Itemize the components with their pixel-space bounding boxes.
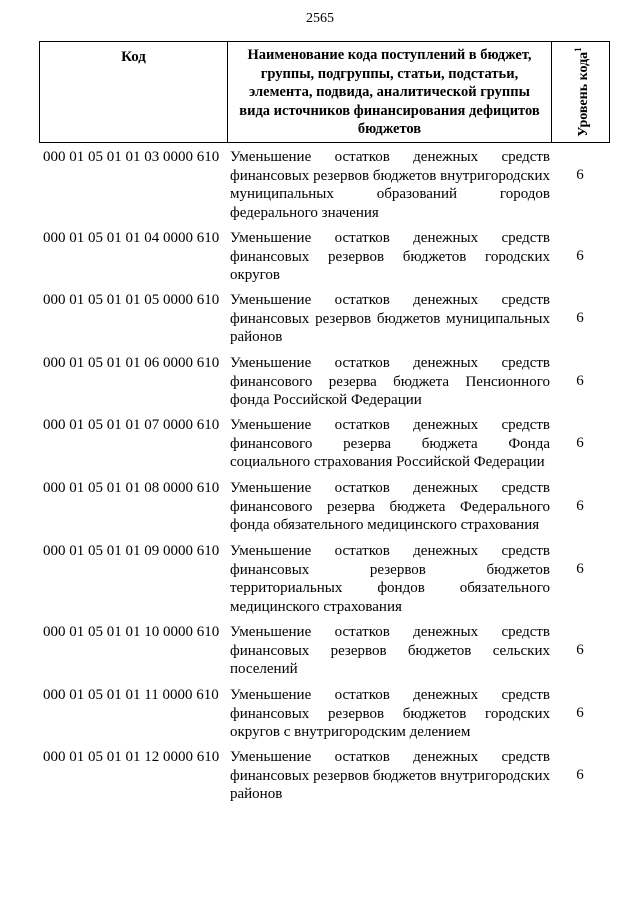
row-level: 6 bbox=[576, 642, 584, 658]
header-level bbox=[570, 47, 592, 136]
row-code: 000 01 05 01 01 09 0000 610 bbox=[43, 543, 220, 559]
row-level: 6 bbox=[576, 167, 584, 183]
row-name: Уменьшение остатков денежных средств финансовых резервов бюджетов городских округов с внутригородским делением bbox=[230, 687, 550, 740]
header-name: Наименование кода поступлений в бюджет, группы, подгруппы, статьи, подстатьи, элемента, подвида, аналитической группы вида источников финансирования дефицитов бюджетов bbox=[228, 42, 552, 142]
row-level: 6 bbox=[576, 498, 584, 514]
table-row bbox=[43, 686, 584, 742]
row-level: 6 bbox=[576, 767, 584, 783]
row-level: 6 bbox=[576, 561, 584, 577]
row-name: Уменьшение остатков денежных средств финансового резерва бюджета Пенсионного фонда Российской Федерации bbox=[230, 355, 550, 408]
row-level: 6 bbox=[576, 435, 584, 451]
table-row bbox=[43, 229, 584, 285]
row-code: 000 01 05 01 01 11 0000 610 bbox=[43, 687, 219, 703]
table-row bbox=[43, 542, 584, 616]
row-code: 000 01 05 01 01 03 0000 610 bbox=[43, 149, 220, 165]
row-code: 000 01 05 01 01 07 0000 610 bbox=[43, 417, 220, 433]
table-row bbox=[43, 479, 584, 535]
table-row bbox=[43, 748, 584, 804]
row-name: Уменьшение остатков денежных средств финансовых резервов бюджетов городских округов bbox=[230, 230, 550, 283]
table-row bbox=[43, 623, 584, 679]
row-code: 000 01 05 01 01 06 0000 610 bbox=[43, 355, 220, 371]
row-code: 000 01 05 01 01 08 0000 610 bbox=[43, 480, 220, 496]
row-code: 000 01 05 01 01 05 0000 610 bbox=[43, 292, 220, 308]
row-code: 000 01 05 01 01 12 0000 610 bbox=[43, 749, 220, 765]
row-name: Уменьшение остатков денежных средств финансовых резервов бюджетов внутригородских районов bbox=[230, 749, 550, 802]
row-name: Уменьшение остатков денежных средств финансового резерва бюджета Фонда социального страхования Российской Федерации bbox=[230, 417, 550, 470]
row-name: Уменьшение остатков денежных средств финансовых резервов бюджетов территориальных фондов обязательного медицинского страхования bbox=[230, 543, 550, 615]
table-row bbox=[43, 354, 584, 410]
row-name: Уменьшение остатков денежных средств финансовых резервов бюджетов сельских поселений bbox=[230, 624, 550, 677]
row-name: Уменьшение остатков денежных средств финансовых резервов бюджетов муниципальных районов bbox=[230, 292, 550, 345]
page-number: 2565 bbox=[306, 11, 334, 26]
table-row bbox=[43, 148, 584, 222]
header-level-footnote: 1 bbox=[572, 47, 583, 52]
row-name: Уменьшение остатков денежных средств финансового резерва бюджета Федерального фонда обязательного медицинского страхования bbox=[230, 480, 550, 533]
table-row bbox=[43, 416, 584, 472]
row-level: 6 bbox=[576, 705, 584, 721]
row-code: 000 01 05 01 01 04 0000 610 bbox=[43, 230, 220, 246]
row-name: Уменьшение остатков денежных средств финансовых резервов бюджетов внутригородских муниципальных образований городов федерального значения bbox=[230, 149, 550, 221]
row-level: 6 bbox=[576, 248, 584, 264]
row-code: 000 01 05 01 01 10 0000 610 bbox=[43, 624, 220, 640]
table-row bbox=[43, 291, 584, 347]
header-level-label: Уровень кода bbox=[575, 51, 591, 137]
row-level: 6 bbox=[576, 373, 584, 389]
header-code: Код bbox=[40, 42, 228, 142]
header-level-cell bbox=[552, 42, 609, 142]
row-level: 6 bbox=[576, 310, 584, 326]
table-header bbox=[39, 41, 610, 143]
